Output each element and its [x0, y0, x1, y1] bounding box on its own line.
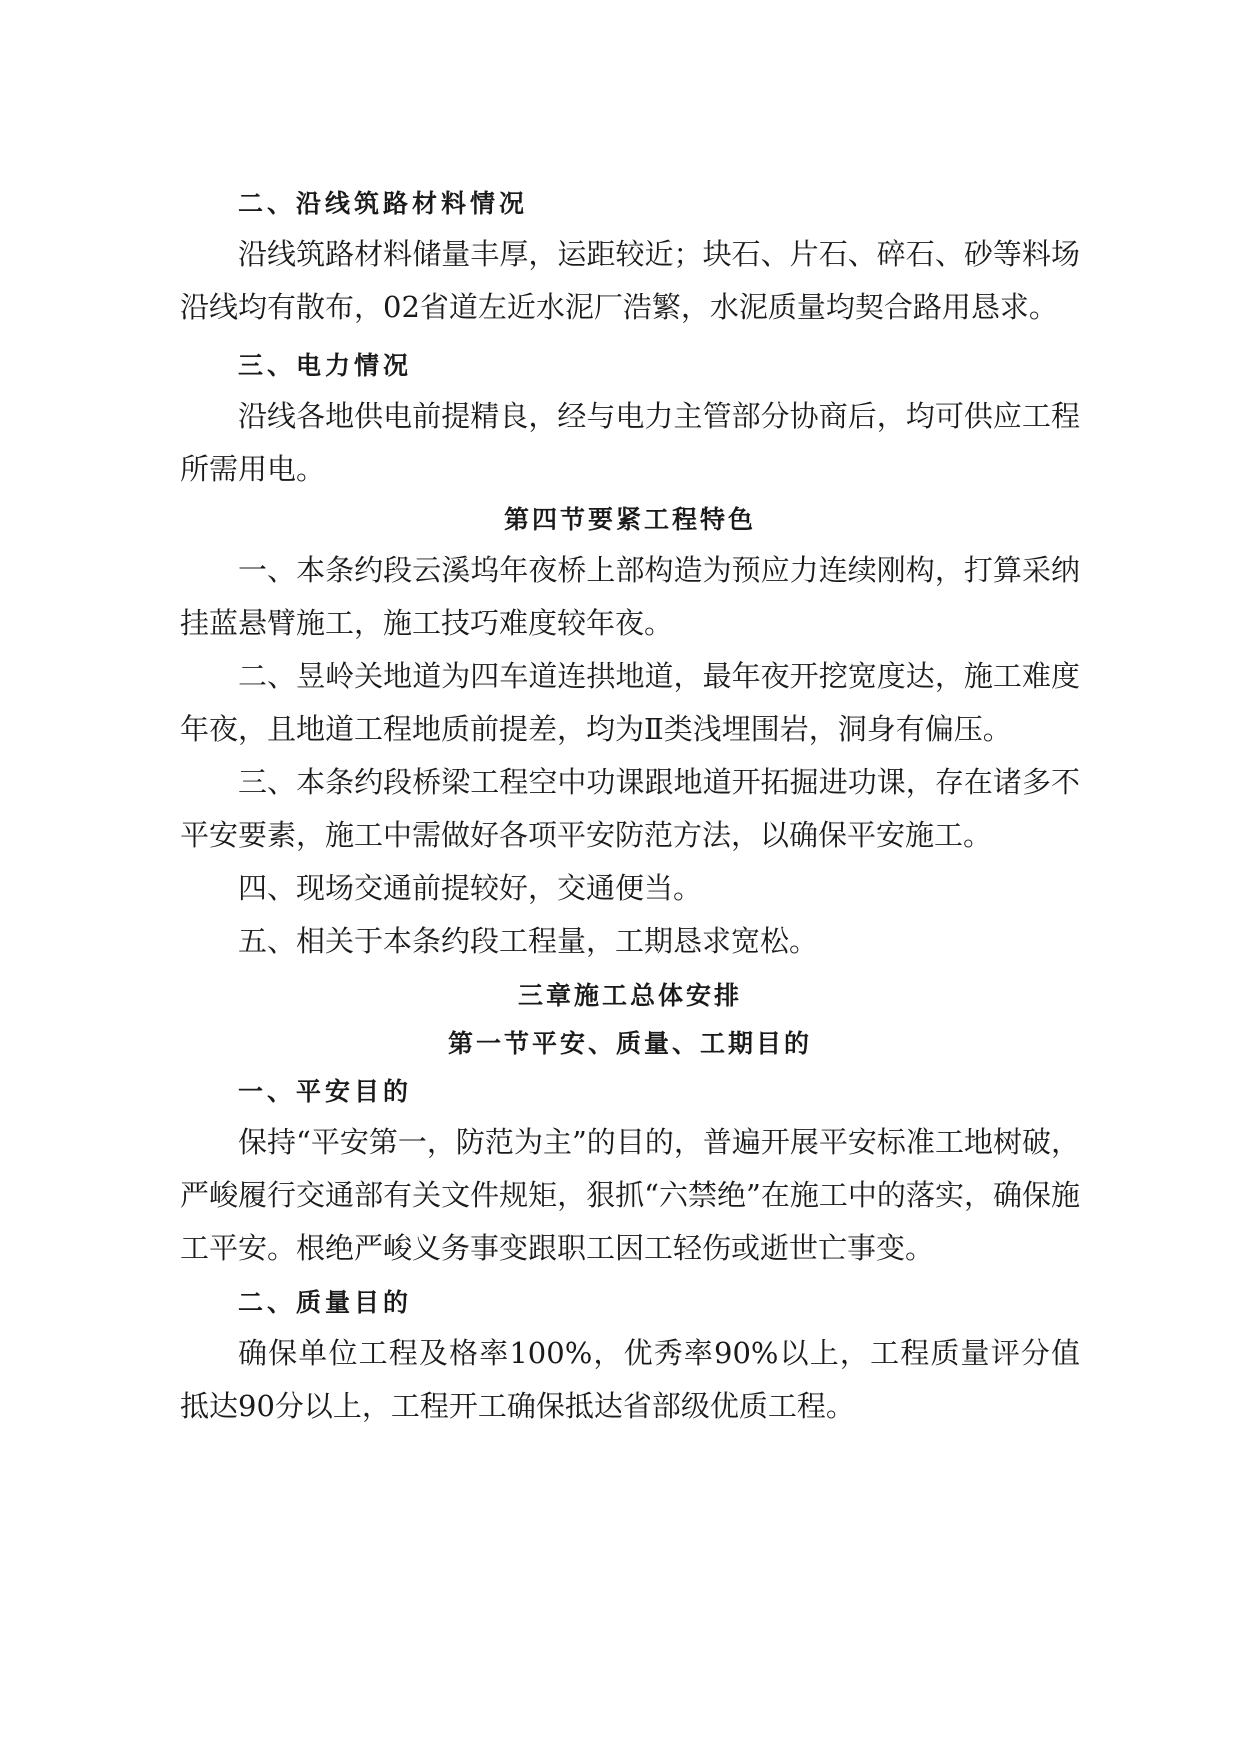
chapter3-title: 三章施工总体安排 — [517, 981, 742, 1010]
list-item: 五、相关于本条约段工程量，工期恳求宽松。 — [238, 924, 819, 958]
list-item: 四、现场交通前提较好，交通便当。 — [238, 871, 703, 905]
paragraph-materials: 沿线筑路材料储量丰厚，运距较近；块石、片石、碎石、砂等料场沿线均有散布，02省道左近水泥厂浩繁，水泥质量均契合路用恳求。 — [180, 237, 1080, 324]
section1-title: 第一节平安、质量、工期目的 — [447, 1029, 812, 1058]
section4-title: 第四节要紧工程特色 — [503, 505, 756, 534]
list-item: 二、昱岭关地道为四车道连拱地道，最年夜开挖宽度达，施工难度年夜，且地道工程地质前提差，均为Ⅱ类浅埋围岩，洞身有偏压。 — [180, 659, 1080, 746]
paragraph-power: 沿线各地供电前提精良，经与电力主管部分协商后，均可供应工程所需用电。 — [180, 399, 1080, 486]
list-item: 三、本条约段桥梁工程空中功课跟地道开拓掘进功课，存在诸多不平安要素，施工中需做好各项平安防范方法，以确保平安施工。 — [180, 765, 1080, 852]
list-item: 一、本条约段云溪坞年夜桥上部构造为预应力连续刚构，打算采纳挂蓝悬臂施工，施工技巧难度较年夜。 — [180, 553, 1080, 640]
paragraph-quality-goal: 确保单位工程及格率100%，优秀率90%以上，工程质量评分值抵达90分以上，工程开工确保抵达省部级优质工程。 — [180, 1336, 1080, 1423]
heading-materials: 二、沿线筑路材料情况 — [238, 189, 529, 218]
heading-quality-goal: 二、质量目的 — [238, 1288, 413, 1317]
heading-power: 三、电力情况 — [238, 351, 413, 380]
paragraph-safety-goal: 保持“平安第一，防范为主”的目的，普遍开展平安标准工地树破，严峻履行交通部有关文件规矩，狠抓“六禁绝”在施工中的落实，确保施工平安。根绝严峻义务事变跟职工因工轻伤或逝世亡事变。 — [180, 1125, 1080, 1265]
document-page — [180, 180, 1080, 1433]
heading-safety-goal: 一、平安目的 — [238, 1077, 413, 1106]
